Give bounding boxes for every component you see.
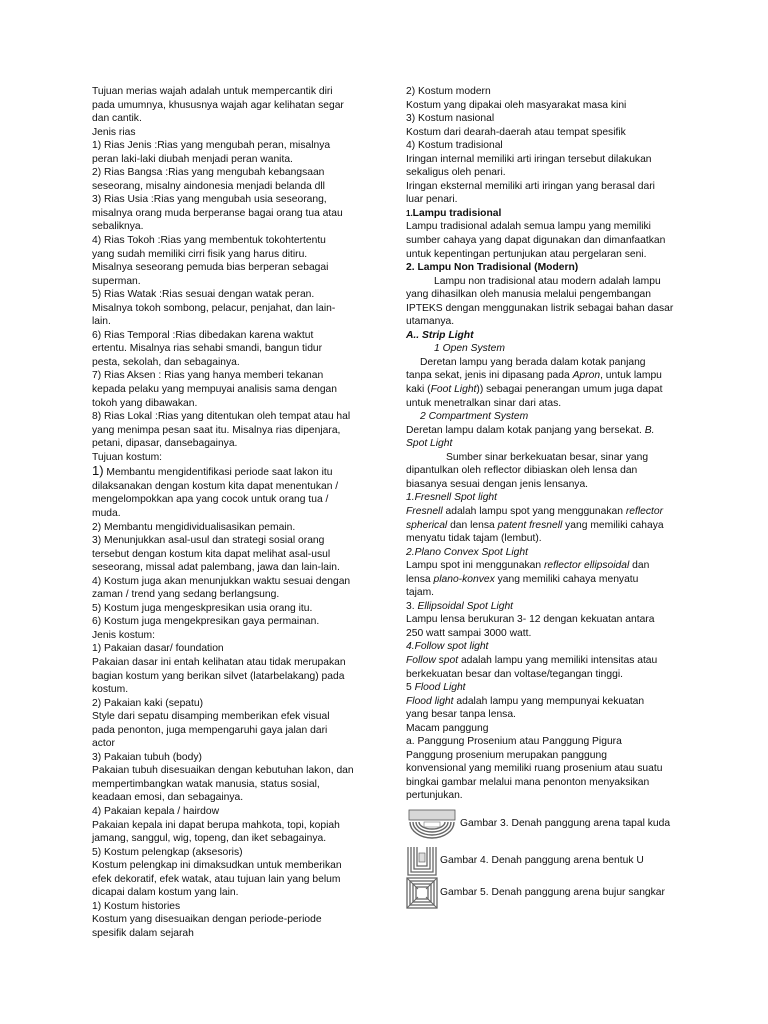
text-line: Spot Light xyxy=(406,438,453,450)
text-line: petani, dipasar, dansebagainya. xyxy=(92,438,238,450)
text-line: tajam. xyxy=(406,587,435,599)
text-line: 5 Flood Light xyxy=(406,682,466,694)
text-line: Jenis kostum: xyxy=(92,629,155,641)
text-line: sumber cahaya yang dapat digunakan dan dimanfaatkan xyxy=(406,235,666,247)
figure-caption: Gambar 4. Denah panggung arena bentuk U xyxy=(440,855,644,867)
text-line: kostum. xyxy=(92,684,129,696)
text-line: Flood light adalah lampu yang mempunyai kekuatan xyxy=(406,695,645,707)
text-line: 2) Membantu mengidividualisasikan pemain. xyxy=(92,521,296,533)
text-line: 4) Rias Tokoh :Rias yang membentuk tokohtertentu xyxy=(92,235,326,247)
text-line: konvensional yang memiliki ruang prosenium atau suatu xyxy=(406,763,663,775)
text-line: spherical dan lensa patent fresnell yang memiliki cahaya xyxy=(406,519,664,531)
text-line: 5) Kostum juga mengeskpresikan usia orang itu. xyxy=(92,602,313,614)
figure-row xyxy=(406,803,706,845)
text-line: jamang, sanggul, wig, topeng, dan iket sebagainya. xyxy=(92,833,327,845)
text-line: berkekuatan besar dan voltase/tegangan tinggi. xyxy=(406,668,623,680)
text-line: Tujuan kostum: xyxy=(92,451,163,463)
text-line: 2. Lampu Non Tradisional (Modern) xyxy=(406,262,579,274)
text-line: Misalnya seseorang pemuda bias berperan sebagai xyxy=(92,262,329,274)
text-line: peran laki-laki diubah menjadi peran wanita. xyxy=(92,153,293,165)
text-line: 3. Ellipsoidal Spot Light xyxy=(406,600,514,612)
text-line: pada penonton, juga mempengaruhi gaya jalan dari xyxy=(92,724,328,736)
text-line: 3) Kostum nasional xyxy=(406,113,495,125)
text-line: 7) Rias Aksen : Rias yang hanya memberi tekanan xyxy=(92,370,324,382)
text-line: dicapai dalam kostum yang lain. xyxy=(92,887,239,899)
text-line: ertentu. Misalnya rias sehabi smandi, bangun tidur xyxy=(92,343,323,355)
text-line: bagian kostum yang berikan silvet (latarbelakang) pada xyxy=(92,670,345,682)
text-line: 5) Kostum pelengkap (aksesoris) xyxy=(92,846,243,858)
horseshoe-stage-icon xyxy=(406,808,458,840)
text-line: 4) Kostum tradisional xyxy=(406,140,503,152)
text-line: 1) Membantu mengidentifikasi periode saat lakon itu xyxy=(92,463,333,479)
text-line: 3) Menunjukkan asal-usul dan strategi sosial orang xyxy=(92,535,325,547)
text-line: seseorang, missal adat palembang, jawa dan lain-lain. xyxy=(92,562,340,574)
text-line: zaman / trend yang sedang berlangsung. xyxy=(92,589,280,601)
text-line: 2 Compartment System xyxy=(420,411,529,423)
text-line: muda. xyxy=(92,507,121,519)
text-line: seseorang, misalny aindonesia menjadi belanda dll xyxy=(92,180,325,192)
text-line: efek dekoratif, efek watak, atau tujuan lain yang belum xyxy=(92,873,341,885)
text-line: Deretan lampu yang berada dalam kotak panjang xyxy=(420,356,646,368)
text-line: menyatu tidak tajam (lembut). xyxy=(406,533,542,545)
text-line: Style dari sepatu disamping memberikan efek visual xyxy=(92,711,330,723)
text-line: Kostum pelengkap ini dimaksudkan untuk memberikan xyxy=(92,860,342,872)
text-line: misalnya orang muda berperanse bagai orang tua atau xyxy=(92,207,343,219)
text-line: yang menimpa pesan saat itu. Misalnya rias dipenjara, xyxy=(92,424,341,436)
text-line: pesta, sekolah, dan sebagainya. xyxy=(92,356,240,368)
figure-caption: Gambar 3. Denah panggung arena tapal kuda xyxy=(460,818,671,830)
text-line: 4) Pakaian kepala / hairdow xyxy=(92,805,220,817)
text-line: 1) Kostum histories xyxy=(92,900,181,912)
text-line: Iringan eksternal memiliki arti iringan yang berasal dari xyxy=(406,180,655,192)
text-line: bingkai gambar melalui mana penonton menyaksikan xyxy=(406,776,650,788)
text-line: 2) Kostum modern xyxy=(406,86,491,97)
text-line: Pakaian dasar ini entah kelihatan atau tidak merupakan xyxy=(92,656,346,668)
text-line: 1.Fresnell Spot light xyxy=(406,492,498,504)
text-line: untuk menetralkan sinar dari atas. xyxy=(406,397,562,409)
text-line: 2) Pakaian kaki (sepatu) xyxy=(92,697,204,709)
text-line: Lampu spot ini menggunakan reflector ellipsoidal dan xyxy=(406,560,650,572)
text-line: 8) Rias Lokal :Rias yang ditentukan oleh tempat atau hal xyxy=(92,411,351,423)
text-line: Deretan lampu dalam kotak panjang yang bersekat. B. xyxy=(406,424,655,436)
text-line: kaki (Foot Light)) sebagai penerangan umum juga dapat xyxy=(406,384,663,396)
text-line: Fresnell adalah lampu spot yang menggunakan reflector xyxy=(406,505,664,517)
text-line: sekaligus oleh penari. xyxy=(406,167,506,179)
text-line: actor xyxy=(92,738,115,750)
text-line: Pakaian tubuh disesuaikan dengan kebutuhan lakon, dan xyxy=(92,765,354,777)
text-line: luar penari. xyxy=(406,194,458,206)
text-line: Follow spot adalah lampu yang memiliki intensitas atau xyxy=(406,654,658,666)
text-line: Kostum dari dearah-daerah atau tempat spesifik xyxy=(406,126,626,138)
text-line: yang besar tanpa lensa. xyxy=(406,709,516,721)
right-column xyxy=(406,85,706,909)
text-line: biasanya sesuai dengan jenis lensanya. xyxy=(406,478,589,490)
text-line: 3) Rias Usia :Rias yang mengubah usia seseorang, xyxy=(92,194,327,206)
text-line: dilaksanakan dengan kostum kita dapat menentukan / xyxy=(92,480,339,492)
text-line: Kostum yang dipakai oleh masyarakat masa kini xyxy=(406,99,627,111)
text-line: yang sudah memiliki cirri fisik yang harus ditiru. xyxy=(92,248,308,260)
figure-caption: Gambar 5. Denah panggung arena bujur sangkar xyxy=(440,887,665,899)
figure-row xyxy=(406,845,706,877)
text-line: keadaan emosi, dan sebagainya. xyxy=(92,792,244,804)
text-line: pada umumnya, khususnya wajah agar kelihatan segar xyxy=(92,99,344,111)
text-line: spesifik dalam sejarah xyxy=(92,927,194,939)
text-line: Lampu non tradisional atau modern adalah lampu xyxy=(434,275,661,287)
text-line: a. Panggung Prosenium atau Panggung Pigura xyxy=(406,736,622,748)
figure-row xyxy=(406,877,706,909)
text-line: dipantulkan oleh reflector dibiaskan oleh lensa dan xyxy=(406,465,638,477)
text-line: tersebut dengan kostum kita dapat melihat asal-usul xyxy=(92,548,331,560)
left-column xyxy=(92,85,364,940)
text-line: 1.Lampu tradisional xyxy=(406,207,502,219)
text-line: 4) Kostum juga akan menunjukkan waktu sesuai dengan xyxy=(92,575,351,587)
text-line: 1) Pakaian dasar/ foundation xyxy=(92,643,224,655)
text-line: dan cantik. xyxy=(92,113,142,125)
text-line: untuk kepentingan pertunjukan atau pergelaran seni. xyxy=(406,248,647,260)
text-line: tanpa sekat, jenis ini dipasang pada Apron, untuk lampu xyxy=(406,370,662,382)
text-line: sebaliknya. xyxy=(92,221,144,233)
text-line: Panggung prosenium merupakan panggung xyxy=(406,749,607,761)
text-line: 6) Kostum juga mengekpresikan gaya permainan. xyxy=(92,616,320,628)
text-line: pertunjukan. xyxy=(406,790,463,802)
text-line: 2) Rias Bangsa :Rias yang mengubah kebangsaan xyxy=(92,167,325,179)
text-line: 6) Rias Temporal :Rias dibedakan karena waktut xyxy=(92,329,314,341)
text-line: superman. xyxy=(92,275,141,287)
text-line: Lampu tradisional adalah semua lampu yang memiliki xyxy=(406,221,651,233)
text-line: tokoh yang dibawakan. xyxy=(92,397,198,409)
text-line: Pakaian kepala ini dapat berupa mahkota, topi, kopiah xyxy=(92,819,340,831)
text-line: Misalnya tokoh sombong, pelacur, penjahat, dan lain- xyxy=(92,302,336,314)
text-line: Lampu lensa berukuran 3- 12 dengan kekuatan antara xyxy=(406,614,655,626)
text-line: IPTEKS dengan menggunakan listrik sebagai bahan dasar xyxy=(406,302,674,314)
text-line: Macam panggung xyxy=(406,722,489,734)
u-shape-stage-icon xyxy=(406,845,438,877)
text-line: 250 watt sampai 3000 watt. xyxy=(406,627,532,639)
text-line: lain. xyxy=(92,316,111,328)
text-line: utamanya. xyxy=(406,316,455,328)
text-line: A.. Strip Light xyxy=(406,329,474,341)
text-line: kepada pelaku yang mempuyai analisis sama dengan xyxy=(92,384,337,396)
text-line: 4.Follow spot light xyxy=(406,641,489,653)
text-line: mempertimbangkan watak manusia, status sosial, xyxy=(92,778,320,790)
text-line: 1) Rias Jenis :Rias yang mengubah peran, misalnya xyxy=(92,140,331,152)
text-line: 2.Plano Convex Spot Light xyxy=(406,546,528,558)
square-stage-icon xyxy=(406,877,438,909)
text-line: 3) Pakaian tubuh (body) xyxy=(92,751,202,763)
text-line: Iringan internal memiliki arti iringan tersebut dilakukan xyxy=(406,153,652,165)
text-line: Jenis rias xyxy=(92,126,136,138)
text-line: mengelompokkan apa yang cocok untuk orang tua / xyxy=(92,494,329,506)
text-line: yang dihasilkan oleh manusia melalui pengembangan xyxy=(406,289,652,301)
text-line: Tujuan merias wajah adalah untuk mempercantik diri xyxy=(92,86,333,97)
text-line: Kostum yang disesuaikan dengan periode-periode xyxy=(92,914,322,926)
text-line: lensa plano-konvex yang memiliki cahaya menyatu xyxy=(406,573,639,585)
text-line: Sumber sinar berkekuatan besar, sinar yang xyxy=(446,451,649,463)
text-line: 5) Rias Watak :Rias sesuai dengan watak peran. xyxy=(92,289,315,301)
text-line: 1 Open System xyxy=(434,343,505,355)
